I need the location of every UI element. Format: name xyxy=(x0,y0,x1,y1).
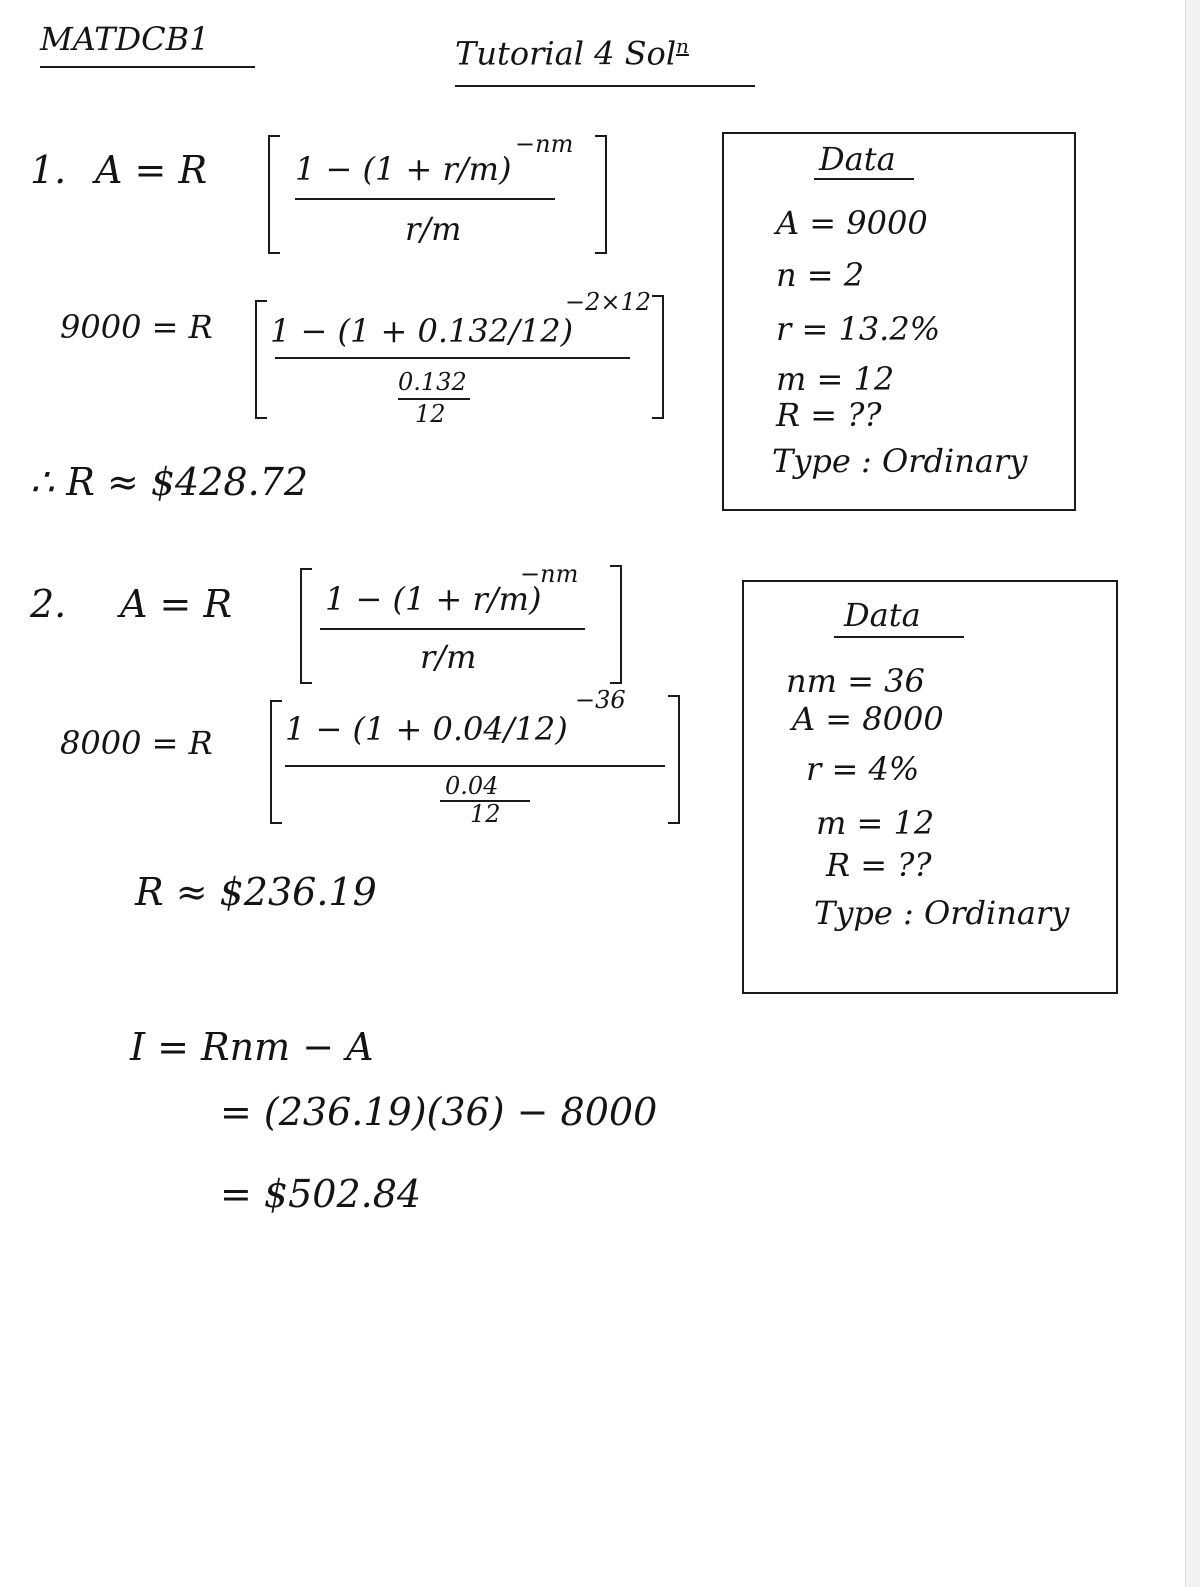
q2-fraction-bar xyxy=(320,628,585,630)
q2-data-line: nm = 36 xyxy=(786,662,925,700)
scan-page-edge xyxy=(1185,0,1200,1587)
q1-data-heading-underline xyxy=(814,178,914,180)
q1-sub-den-top: 0.132 xyxy=(398,368,467,396)
q2-sub-lhs: 8000 = R xyxy=(60,724,213,762)
q2-data-line: A = 8000 xyxy=(792,700,944,738)
q1-formula-denominator: r/m xyxy=(405,210,462,248)
q2-formula-lhs: A = R xyxy=(120,582,233,626)
q1-bracket-left xyxy=(268,135,280,254)
title-underline xyxy=(455,85,755,87)
q1-formula-numerator: 1 − (1 + r/m) xyxy=(295,150,512,188)
q2-interest-line1: I = Rnm − A xyxy=(130,1025,374,1069)
q2-data-line: m = 12 xyxy=(816,804,935,842)
q2-formula-exponent: −nm xyxy=(520,560,579,588)
q2-result: R ≈ $236.19 xyxy=(135,870,377,914)
course-underline xyxy=(40,66,255,68)
q2-sub-fraction-bar xyxy=(285,765,665,767)
q2-data-heading-underline xyxy=(834,636,964,638)
q1-data-line: R = ?? xyxy=(776,396,882,434)
q2-bracket-right xyxy=(610,565,622,684)
q2-data-heading: Data xyxy=(844,596,921,634)
page-title-sup: n xyxy=(676,34,689,58)
q1-data-line: A = 9000 xyxy=(776,204,928,242)
q2-data-line: r = 4% xyxy=(806,750,920,788)
q1-sub-exponent: −2×12 xyxy=(565,288,652,316)
q2-sub-bracket-right xyxy=(668,695,680,824)
q1-sub-den-bot: 12 xyxy=(415,400,446,428)
q1-sub-fraction-bar xyxy=(275,357,630,359)
q1-result: ∴ R ≈ $428.72 xyxy=(30,460,309,504)
q2-interest-line2: = (236.19)(36) − 8000 xyxy=(220,1090,658,1134)
q1-formula-lhs: A = R xyxy=(95,148,208,192)
q2-interest-line3: = $502.84 xyxy=(220,1172,422,1216)
q2-number: 2. xyxy=(30,582,67,626)
q1-data-heading: Data xyxy=(819,140,896,178)
q2-sub-numerator: 1 − (1 + 0.04/12) xyxy=(285,710,568,748)
q2-sub-exponent: −36 xyxy=(575,686,626,714)
page-title-text: Tutorial 4 Sol xyxy=(455,34,677,73)
q1-data-line: Type : Ordinary xyxy=(772,442,1028,480)
q1-data-line: r = 13.2% xyxy=(776,310,941,348)
q2-sub-bracket-left xyxy=(270,700,282,824)
q1-fraction-bar xyxy=(295,198,555,200)
q2-data-line: R = ?? xyxy=(826,846,932,884)
q1-data-line: m = 12 xyxy=(776,360,895,398)
q1-sub-bracket-left xyxy=(255,300,267,419)
q2-formula-denominator: r/m xyxy=(420,638,477,676)
q1-bracket-right xyxy=(595,135,607,254)
q2-bracket-left xyxy=(300,568,312,684)
q1-sub-bracket-right xyxy=(652,295,664,419)
q2-formula-numerator: 1 − (1 + r/m) xyxy=(325,580,542,618)
q1-sub-lhs: 9000 = R xyxy=(60,308,213,346)
q1-formula-exponent: −nm xyxy=(515,130,574,158)
q2-sub-den-bot: 12 xyxy=(470,800,501,828)
q1-number: 1. xyxy=(30,148,67,192)
q2-sub-den-top: 0.04 xyxy=(445,772,499,800)
q1-data-line: n = 2 xyxy=(776,256,865,294)
course-code: MATDCB1 xyxy=(40,20,210,58)
q2-data-box xyxy=(742,580,1118,994)
q1-sub-numerator: 1 − (1 + 0.132/12) xyxy=(270,312,574,350)
page-title xyxy=(455,34,689,73)
q1-data-box xyxy=(722,132,1076,511)
q2-data-line: Type : Ordinary xyxy=(814,894,1070,932)
